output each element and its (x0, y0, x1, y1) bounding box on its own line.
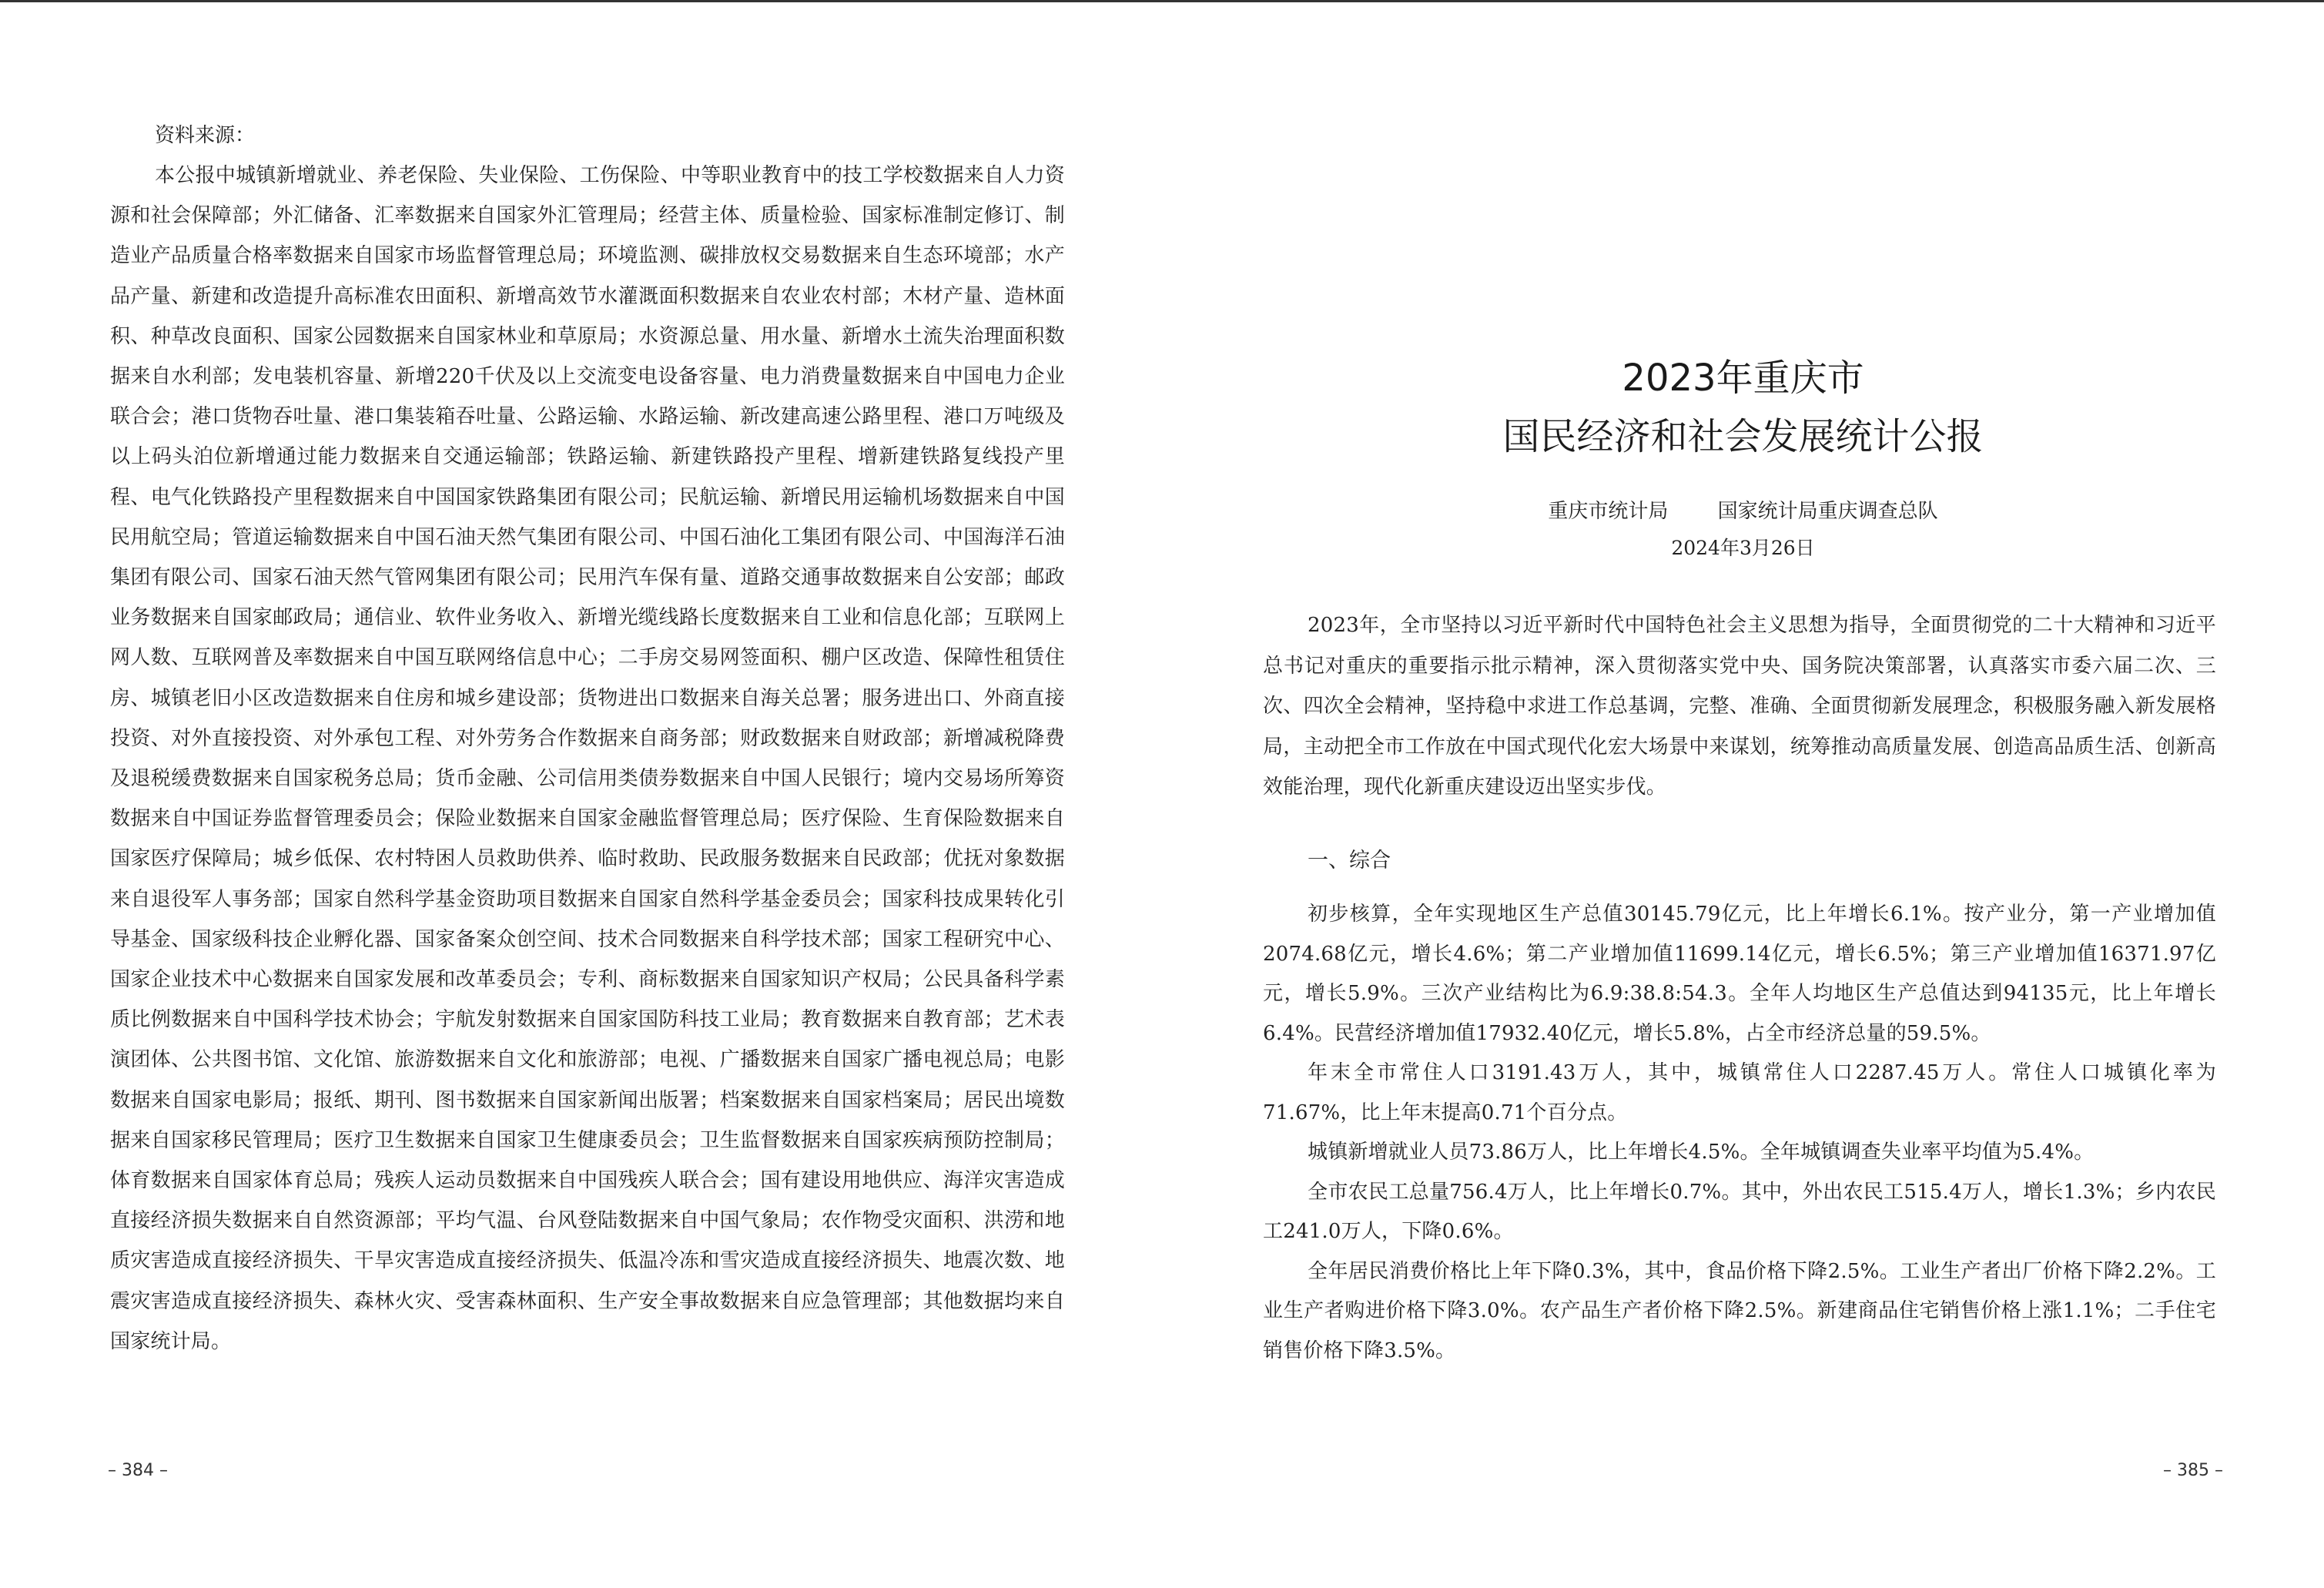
author-survey-team: 国家统计局重庆调查总队 (1717, 500, 1938, 523)
intro-section (1263, 605, 2216, 808)
paragraph-employment: 城镇新增就业人员73.86万人，比上年增长4.5%。全年城镇调查失业率平均值为5.4%。 (1308, 1141, 2095, 1164)
intro-paragraph: 2023年，全市坚持以习近平新时代中国特色社会主义思想为指导，全面贯彻党的二十大精神和习近平总书记对重庆的重要指示批示精神，深入贯彻落实党中央、国务院决策部署，认真落实市委六届二次、三次、四次全会精神，坚持稳中求进工作总基调，完整、准确、全面贯彻新发展理念，积极服务融入新发展格局，主动把全市工作放在中国式现代化宏大场景中来谋划，统筹推动高质量发展、创造高品质生活、创新高效能治理，现代化新重庆建设迈出坚实步伐。 (1263, 614, 2216, 799)
right-page (1162, 0, 2324, 1588)
publish-date: 2024年3月26日 (1671, 537, 1815, 559)
paragraph-population: 年末全市常住人口3191.43万人，其中，城镇常住人口2287.45万人。常住人口城镇化率为71.67%，比上年末提高0.71个百分点。 (1263, 1061, 2216, 1124)
paragraph-gdp: 初步核算，全年实现地区生产总值30145.79亿元，比上年增长6.1%。按产业分，第一产业增加值2074.68亿元，增长4.6%；第二产业增加值11699.14亿元，增长6.5%；第三产业增加值16371.97亿元，增长5.9%。三次产业结构比为6.9:38.8:54.3。全年人均地区生产总值达到94135元，比上年增长6.4%。民营经济增加值17932.40亿元，增长5.8%，占全市经济总量的59.5%。 (1263, 903, 2216, 1045)
author-municipal-bureau: 重庆市统计局 (1548, 500, 1669, 523)
page-number-left: – 384 – (108, 1461, 168, 1480)
sources-body: 本公报中城镇新增就业、养老保险、失业保险、工伤保险、中等职业教育中的技工学校数据来自人力资源和社会保障部；外汇储备、汇率数据来自国家外汇管理局；经营主体、质量检验、国家标准制定修订、制造业产品质量合格率数据来自国家市场监督管理总局；环境监测、碳排放权交易数据来自生态环境部；水产品产量、新建和改造提升高标准农田面积、新增高效节水灌溉面积数据来自农业农村部；木材产量、造林面积、种草改良面积、国家公园数据来自国家林业和草原局；水资源总量、用水量、新增水土流失治理面积数据来自水利部；发电装机容量、新增220千伏及以上交流变电设备容量、电力消费量数据来自中国电力企业联合会；港口货物吞吐量、港口集装箱吞吐量、公路运输、水路运输、新改建高速公路里程、港口万吨级及以上码头泊位新增通过能力数据来自交通运输部；铁路运输、新建铁路投产里程、增新建铁路复线投产里程、电气化铁路投产里程数据来自中国国家铁路集团有限公司；民航运输、新增民用运输机场数据来自中国民用航空局；管道运输数据来自中国石油天然气集团有限公司、中国石油化工集团有限公司、中国海洋石油集团有限公司、国家石油天然气管网集团有限公司；民用汽车保有量、道路交通事故数据来自公安部；邮政业务数据来自国家邮政局；通信业、软件业务收入、新增光缆线路长度数据来自工业和信息化部；互联网上网人数、互联网普及率数据来自中国互联网络信息中心；二手房交易网签面积、棚户区改造、保障性租赁住房、城镇老旧小区改造数据来自住房和城乡建设部；货物进出口数据来自海关总署；服务进出口、外商直接投资、对外直接投资、对外承包工程、对外劳务合作数据来自商务部；财政数据来自财政部；新增减税降费及退税缓费数据来自国家税务总局；货币金融、公司信用类债券数据来自中国人民银行；境内交易场所筹资数据来自中国证券监督管理委员会；保险业数据来自国家金融监督管理总局；医疗保险、生育保险数据来自国家医疗保障局；城乡低保、农村特困人员救助供养、临时救助、民政服务数据来自民政部；优抚对象数据来自退役军人事务部；国家自然科学基金资助项目数据来自国家自然科学基金委员会；国家科技成果转化引导基金、国家级科技企业孵化器、国家备案众创空间、技术合同数据来自科学技术部；国家工程研究中心、国家企业技术中心数据来自国家发展和改革委员会；专利、商标数据来自国家知识产权局；公民具备科学素质比例数据来自中国科学技术协会；宇航发射数据来自国家国防科技工业局；教育数据来自教育部；艺术表演团体、公共图书馆、文化馆、旅游数据来自文化和旅游部；电视、广播数据来自国家广播电视总局；电影数据来自国家电影局；报纸、期刊、图书数据来自国家新闻出版署；档案数据来自国家档案局；居民出境数据来自国家移民管理局；医疗卫生数据来自国家卫生健康委员会；卫生监督数据来自国家疾病预防控制局；体育数据来自国家体育总局；残疾人运动员数据来自中国残疾人联合会；国有建设用地供应、海洋灾害造成直接经济损失数据来自自然资源部；平均气温、台风登陆数据来自中国气象局；农作物受灾面积、洪涝和地质灾害造成直接经济损失、干旱灾害造成直接经济损失、低温冷冻和雪灾造成直接经济损失、地震次数、地震灾害造成直接经济损失、森林火灾、受害森林面积、生产安全事故数据来自应急管理部；其他数据均来自国家统计局。 (110, 164, 1065, 1353)
report-title-line1: 2023年重庆市 (1622, 357, 1864, 400)
report-title-line2: 国民经济和社会发展统计公报 (1502, 415, 1984, 458)
paragraph-migrant-workers: 全市农民工总量756.4万人，比上年增长0.7%。其中，外出农民工515.4万人，增长1.3%；乡内农民工241.0万人，下降0.6%。 (1263, 1180, 2216, 1243)
sources-section (110, 116, 1065, 1362)
left-page (0, 0, 1155, 1588)
sources-heading: 资料来源： (155, 124, 256, 147)
overview-section (1263, 895, 2216, 1371)
authors (1162, 496, 2324, 527)
page-number-right: – 385 – (2163, 1461, 2223, 1480)
section-heading-overview: 一、综合 (1308, 849, 1391, 873)
paragraph-prices: 全年居民消费价格比上年下降0.3%，其中，食品价格下降2.5%。工业生产者出厂价格下降2.2%。工业生产者购进价格下降3.0%。农产品生产者价格下降2.5%。新建商品住宅销售价格上涨1.1%；二手住宅销售价格下降3.5%。 (1263, 1259, 2216, 1362)
